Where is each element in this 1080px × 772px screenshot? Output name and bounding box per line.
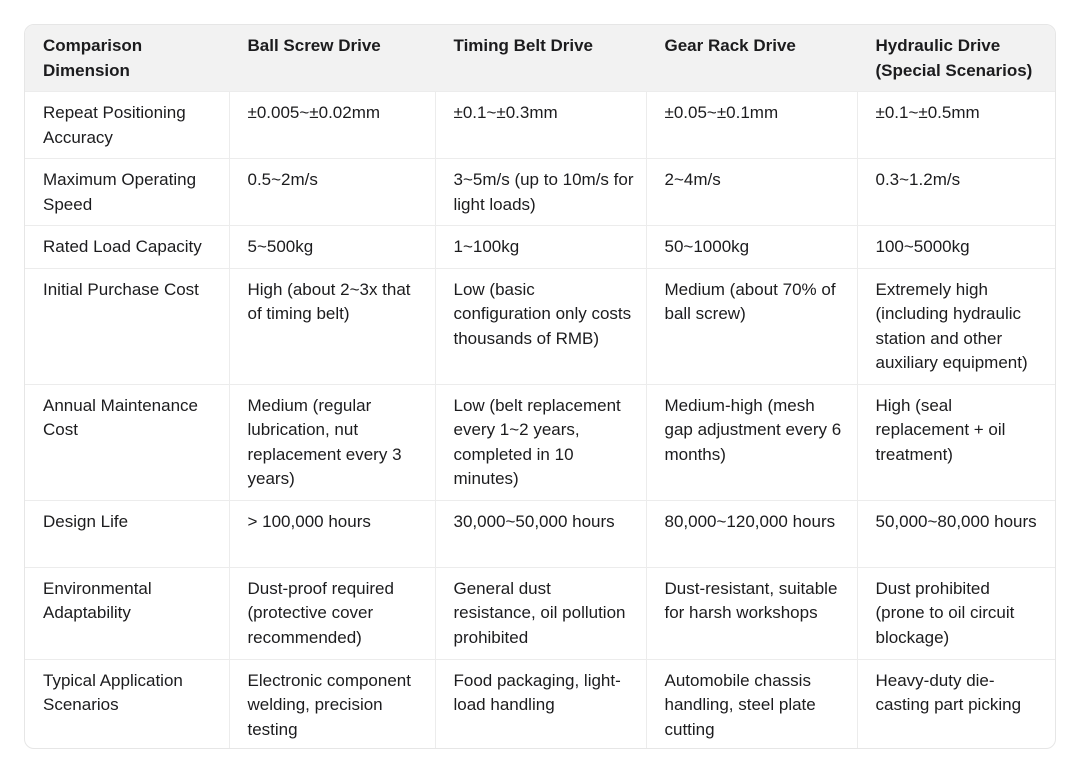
table-cell: 0.3~1.2m/s <box>857 159 1055 226</box>
table-row <box>25 268 1055 384</box>
table-cell: Dust-resistant, suitable for harsh workshops <box>646 567 857 659</box>
comparison-table-container <box>24 24 1056 749</box>
table-cell: ±0.1~±0.5mm <box>857 92 1055 159</box>
row-label: Typical Application Scenarios <box>25 659 229 749</box>
table-cell: 100~5000kg <box>857 226 1055 269</box>
row-label: Design Life <box>25 500 229 567</box>
table-cell: Dust-proof required (protective cover recommended) <box>229 567 435 659</box>
table-cell: Medium-high (mesh gap adjustment every 6 months) <box>646 384 857 500</box>
table-cell: Food packaging, light-load handling <box>435 659 646 749</box>
table-row <box>25 567 1055 659</box>
header-comparison-dimension: Comparison Dimension <box>25 25 229 92</box>
table-body <box>25 92 1055 750</box>
header-gear-rack-drive: Gear Rack Drive <box>646 25 857 92</box>
row-label: Rated Load Capacity <box>25 226 229 269</box>
table-row <box>25 384 1055 500</box>
comparison-table <box>25 25 1055 749</box>
row-label: Repeat Positioning Accuracy <box>25 92 229 159</box>
table-cell: 2~4m/s <box>646 159 857 226</box>
header-hydraulic-drive: Hydraulic Drive (Special Scenarios) <box>857 25 1055 92</box>
table-cell: > 100,000 hours <box>229 500 435 567</box>
table-cell: 50,000~80,000 hours <box>857 500 1055 567</box>
table-cell: 0.5~2m/s <box>229 159 435 226</box>
table-cell: 30,000~50,000 hours <box>435 500 646 567</box>
table-row <box>25 92 1055 159</box>
header-ball-screw-drive: Ball Screw Drive <box>229 25 435 92</box>
table-row <box>25 226 1055 269</box>
table-cell: Extremely high (including hydraulic station and other auxiliary equipment) <box>857 268 1055 384</box>
table-cell: 5~500kg <box>229 226 435 269</box>
table-header <box>25 25 1055 92</box>
header-timing-belt-drive: Timing Belt Drive <box>435 25 646 92</box>
row-label: Environmental Adaptability <box>25 567 229 659</box>
table-cell: Heavy-duty die-casting part picking <box>875 670 1022 714</box>
table-cell: 50~1000kg <box>646 226 857 269</box>
row-label: Maximum Operating Speed <box>25 159 229 226</box>
table-cell: 80,000~120,000 hours <box>646 500 857 567</box>
table-cell: Dust prohibited (prone to oil circuit blockage) <box>857 567 1055 659</box>
table-cell: Low (basic configuration only costs thousands of RMB) <box>435 268 646 384</box>
table-cell: Automobile chassis handling, steel plate cutting <box>646 659 857 749</box>
table-cell: ±0.1~±0.3mm <box>435 92 646 159</box>
table-cell: General dust resistance, oil pollution prohibited <box>435 567 646 659</box>
table-cell: Medium (about 70% of ball screw) <box>646 268 857 384</box>
table-row <box>25 659 1055 749</box>
table-cell: ±0.05~±0.1mm <box>646 92 857 159</box>
table-row <box>25 159 1055 226</box>
table-row <box>25 500 1055 567</box>
row-label: Initial Purchase Cost <box>25 268 229 384</box>
row-label: Annual Maintenance Cost <box>25 384 229 500</box>
table-cell: 1~100kg <box>435 226 646 269</box>
table-cell: High (seal replacement + oil treatment) <box>857 384 1055 500</box>
table-cell: High (about 2~3x that of timing belt) <box>229 268 435 384</box>
table-cell: ±0.005~±0.02mm <box>229 92 435 159</box>
header-row <box>25 25 1055 92</box>
table-cell: Low (belt replacement every 1~2 years, completed in 10 minutes) <box>435 384 646 500</box>
table-cell: 3~5m/s (up to 10m/s for light loads) <box>435 159 646 226</box>
table-cell: Medium (regular lubrication, nut replacement every 3 years) <box>229 384 435 500</box>
table-cell: Electronic component welding, precision testing <box>229 659 435 749</box>
